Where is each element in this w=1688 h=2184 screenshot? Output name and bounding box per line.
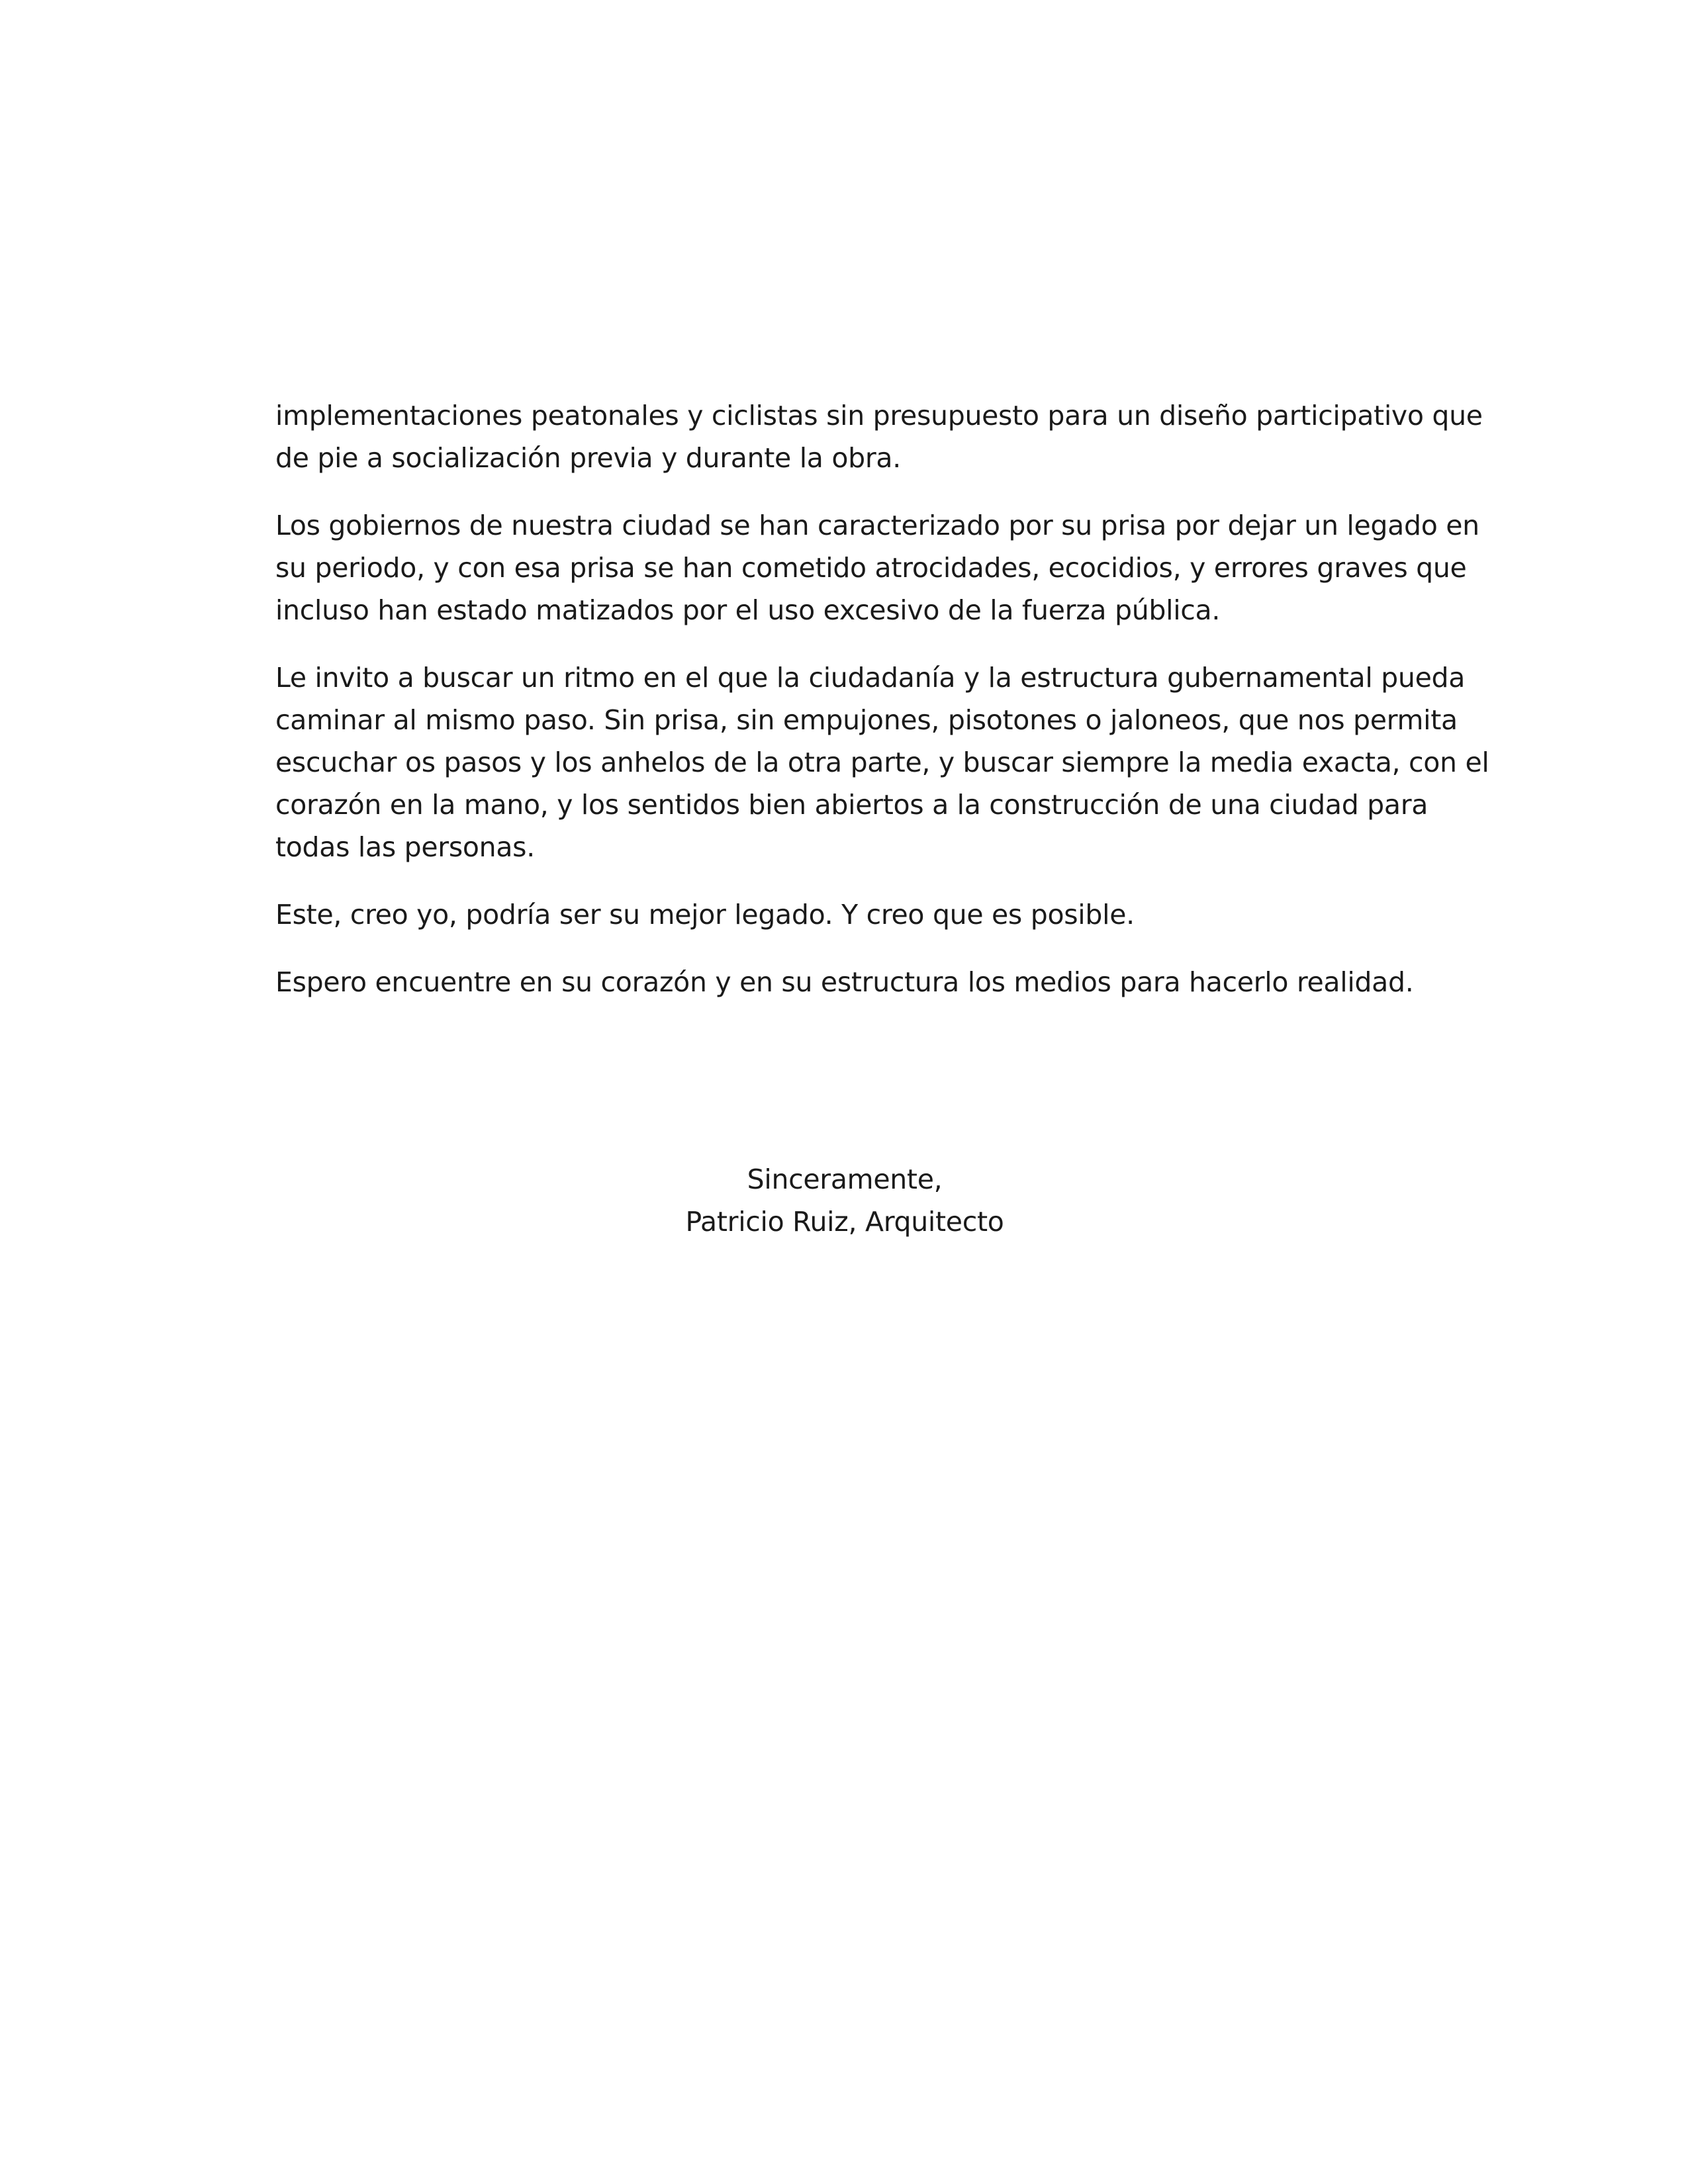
paragraph-5: [275, 961, 1414, 1003]
text-line: de pie a socialización previa y durante la obra.: [275, 442, 901, 474]
letter-closing: [275, 1158, 1414, 1243]
salutation: Sinceramente,: [747, 1163, 943, 1195]
text-line: Le invito a buscar un ritmo en el que la ciudadanía y la estructura gubernamental pueda: [275, 662, 1466, 694]
text-line: Los gobiernos de nuestra ciudad se han caracterizado por su prisa por dejar un legado en: [275, 510, 1479, 541]
text-line: caminar al mismo paso. Sin prisa, sin empujones, pisotones o jaloneos, que nos permita: [275, 704, 1458, 736]
paragraph-3: [275, 657, 1489, 868]
text-line: implementaciones peatonales y ciclistas sin presupuesto para un diseño participativo que: [275, 400, 1483, 432]
letter-body: [275, 394, 1489, 1028]
signature-name: Patricio Ruiz, Arquitecto: [685, 1206, 1004, 1238]
text-line: incluso han estado matizados por el uso excesivo de la fuerza pública.: [275, 594, 1221, 626]
text-line: corazón en la mano, y los sentidos bien abiertos a la construcción de una ciudad para: [275, 789, 1429, 821]
text-line: Este, creo yo, podría ser su mejor legado. Y creo que es posible.: [275, 899, 1135, 931]
text-line: escuchar os pasos y los anhelos de la otra parte, y buscar siempre la media exacta, con el: [275, 747, 1489, 778]
paragraph-4: [275, 893, 1414, 936]
paragraph-2: [275, 504, 1479, 631]
paragraph-1: [275, 394, 1483, 479]
text-line: Espero encuentre en su corazón y en su estructura los medios para hacerlo realidad.: [275, 966, 1414, 998]
text-line: todas las personas.: [275, 831, 535, 863]
text-line: su periodo, y con esa prisa se han cometido atrocidades, ecocidios, y errores graves que: [275, 552, 1467, 584]
